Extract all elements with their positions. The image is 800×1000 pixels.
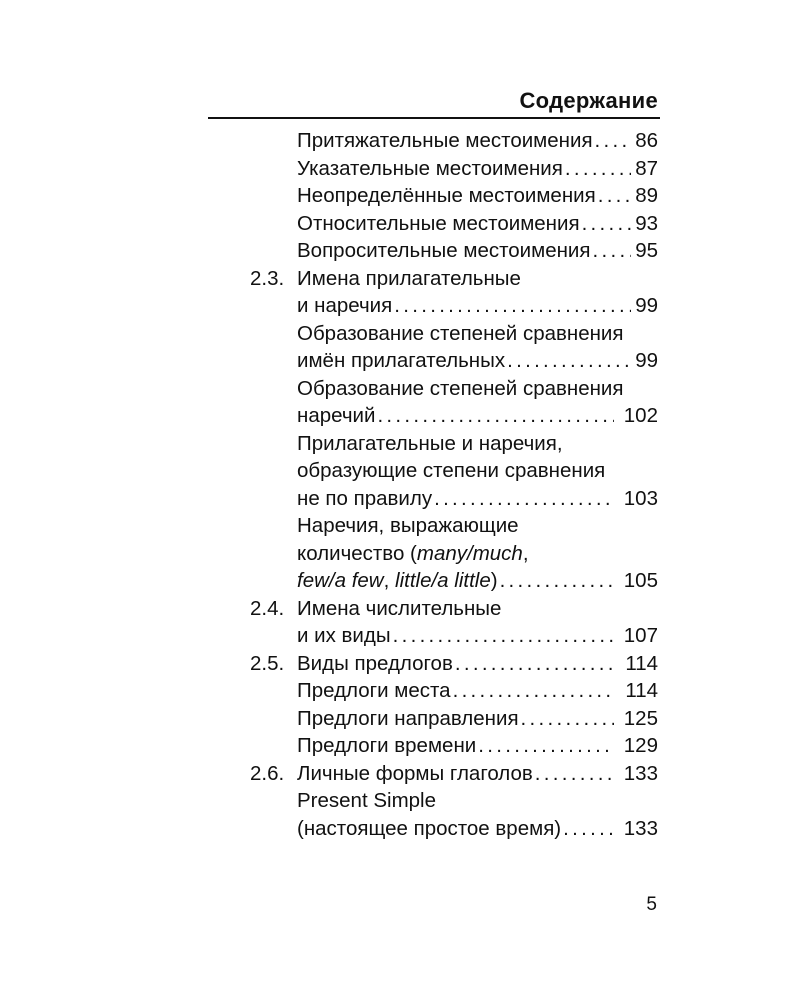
toc-entry-title: Личные формы глаголов [297, 761, 533, 785]
section-number: 2.4. [250, 596, 285, 620]
toc-entry [250, 320, 658, 375]
dot-leader [451, 677, 614, 705]
toc-entry-line: количество (many/much, [297, 541, 529, 565]
toc-entry-last-line [250, 182, 658, 210]
toc-entry-title: имён прилагательных [297, 349, 506, 372]
toc-page-number: 114 [625, 679, 658, 702]
dot-leader [505, 347, 631, 375]
toc-page-number: 99 [635, 349, 658, 372]
toc-page-number: 93 [635, 211, 658, 235]
running-header-title: Содержание [519, 88, 658, 113]
toc-page-number: 95 [635, 239, 658, 262]
dot-leader [453, 650, 614, 678]
toc-entry-line: Наречия, выражающие [297, 514, 519, 537]
dot-leader [519, 705, 614, 733]
toc-entry-title: Указательные местоимения [297, 156, 563, 180]
toc-entry-title: наречий [297, 404, 376, 427]
toc-entry-title: и наречия [297, 294, 393, 317]
toc-entry [250, 595, 658, 650]
toc-entry-title: Вопросительные местоимения [297, 239, 591, 262]
toc-entry-last-line [250, 760, 658, 788]
toc-entry-title: few/a few, little/a little) [297, 569, 498, 592]
toc-page-number: 89 [635, 184, 658, 207]
toc-page-number: 133 [623, 761, 658, 785]
toc-page-number: 99 [635, 294, 658, 317]
section-number: 2.6. [250, 761, 285, 785]
dot-leader [561, 815, 614, 843]
toc-entry-line: образующие степени сравнения [297, 459, 606, 482]
toc-entry-last-line [250, 210, 658, 238]
toc-entry [250, 677, 658, 705]
toc-entry-last-line [250, 677, 658, 705]
toc-entry-title: не по правилу [297, 486, 433, 510]
page-number: 5 [646, 894, 657, 915]
toc-entry-last-line [250, 622, 658, 650]
toc-entry-line: Present Simple [297, 789, 437, 812]
toc-entry-line: Образование степеней сравнения [297, 321, 624, 345]
toc-entry [250, 787, 658, 842]
toc-page-number: 133 [623, 816, 658, 840]
toc-entry-last-line [250, 705, 658, 733]
toc-entry-title: Виды предлогов [297, 651, 453, 675]
toc-entry-title: Предлоги времени [297, 734, 477, 757]
toc-entry [250, 182, 658, 210]
toc-entry [250, 732, 658, 760]
toc-entry-last-line [250, 650, 658, 678]
toc-entry-line: Имена числительные [297, 596, 502, 620]
toc-page-number: 129 [623, 734, 658, 757]
dot-leader [533, 760, 614, 788]
toc-page-number: 114 [625, 651, 658, 675]
toc-page-number: 107 [623, 624, 658, 647]
toc-page-number: 87 [635, 156, 658, 180]
toc-entry-title: и их виды [297, 624, 391, 647]
toc-entry-last-line [250, 815, 658, 843]
toc-entry-title: Предлоги места [297, 679, 451, 702]
toc-entry [250, 705, 658, 733]
toc-entry-title: Неопределённые местоимения [297, 184, 596, 207]
toc-entry-last-line [250, 237, 658, 265]
dot-leader [590, 237, 631, 265]
toc-entry [250, 265, 658, 320]
dot-leader [432, 485, 614, 513]
table-of-contents [250, 127, 658, 842]
toc-page-number: 103 [623, 486, 658, 510]
toc-page-number: 105 [623, 569, 658, 592]
toc-entry-last-line [250, 292, 658, 320]
toc-entry-title: Предлоги направления [297, 706, 519, 730]
dot-leader [596, 182, 631, 210]
dot-leader [375, 402, 614, 430]
toc-entry [250, 155, 658, 183]
toc-entry [250, 210, 658, 238]
toc-page-number: 125 [623, 706, 658, 730]
toc-entry-last-line [250, 155, 658, 183]
toc-entry-line: Имена прилагательные [297, 266, 521, 290]
dot-leader [391, 622, 614, 650]
dot-leader [392, 292, 631, 320]
toc-entry-last-line [250, 567, 658, 595]
toc-entry [250, 237, 658, 265]
dot-leader [593, 127, 632, 155]
toc-entry-title: Притяжательные местоимения [297, 129, 593, 152]
toc-entry-last-line [250, 485, 658, 513]
toc-entry-last-line [250, 127, 658, 155]
toc-page-number: 86 [635, 129, 658, 152]
dot-leader [476, 732, 614, 760]
toc-entry-last-line [250, 732, 658, 760]
toc-entry-last-line [250, 402, 658, 430]
toc-entry-line: Образование степеней сравнения [297, 376, 624, 400]
toc-entry [250, 375, 658, 430]
toc-entry [250, 127, 658, 155]
dot-leader [498, 567, 614, 595]
dot-leader [580, 210, 632, 238]
toc-entry-line: Прилагательные и наречия, [297, 431, 563, 455]
toc-entry-title: Относительные местоимения [297, 211, 580, 235]
dot-leader [563, 155, 631, 183]
toc-entry [250, 430, 658, 513]
toc-entry [250, 650, 658, 678]
section-number: 2.3. [250, 266, 285, 290]
header-rule [208, 117, 660, 119]
section-number: 2.5. [250, 651, 285, 675]
toc-page-number: 102 [623, 404, 658, 427]
toc-entry-title: (настоящее простое время) [297, 816, 562, 840]
toc-entry [250, 512, 658, 595]
toc-entry-last-line [250, 347, 658, 375]
toc-entry [250, 760, 658, 788]
